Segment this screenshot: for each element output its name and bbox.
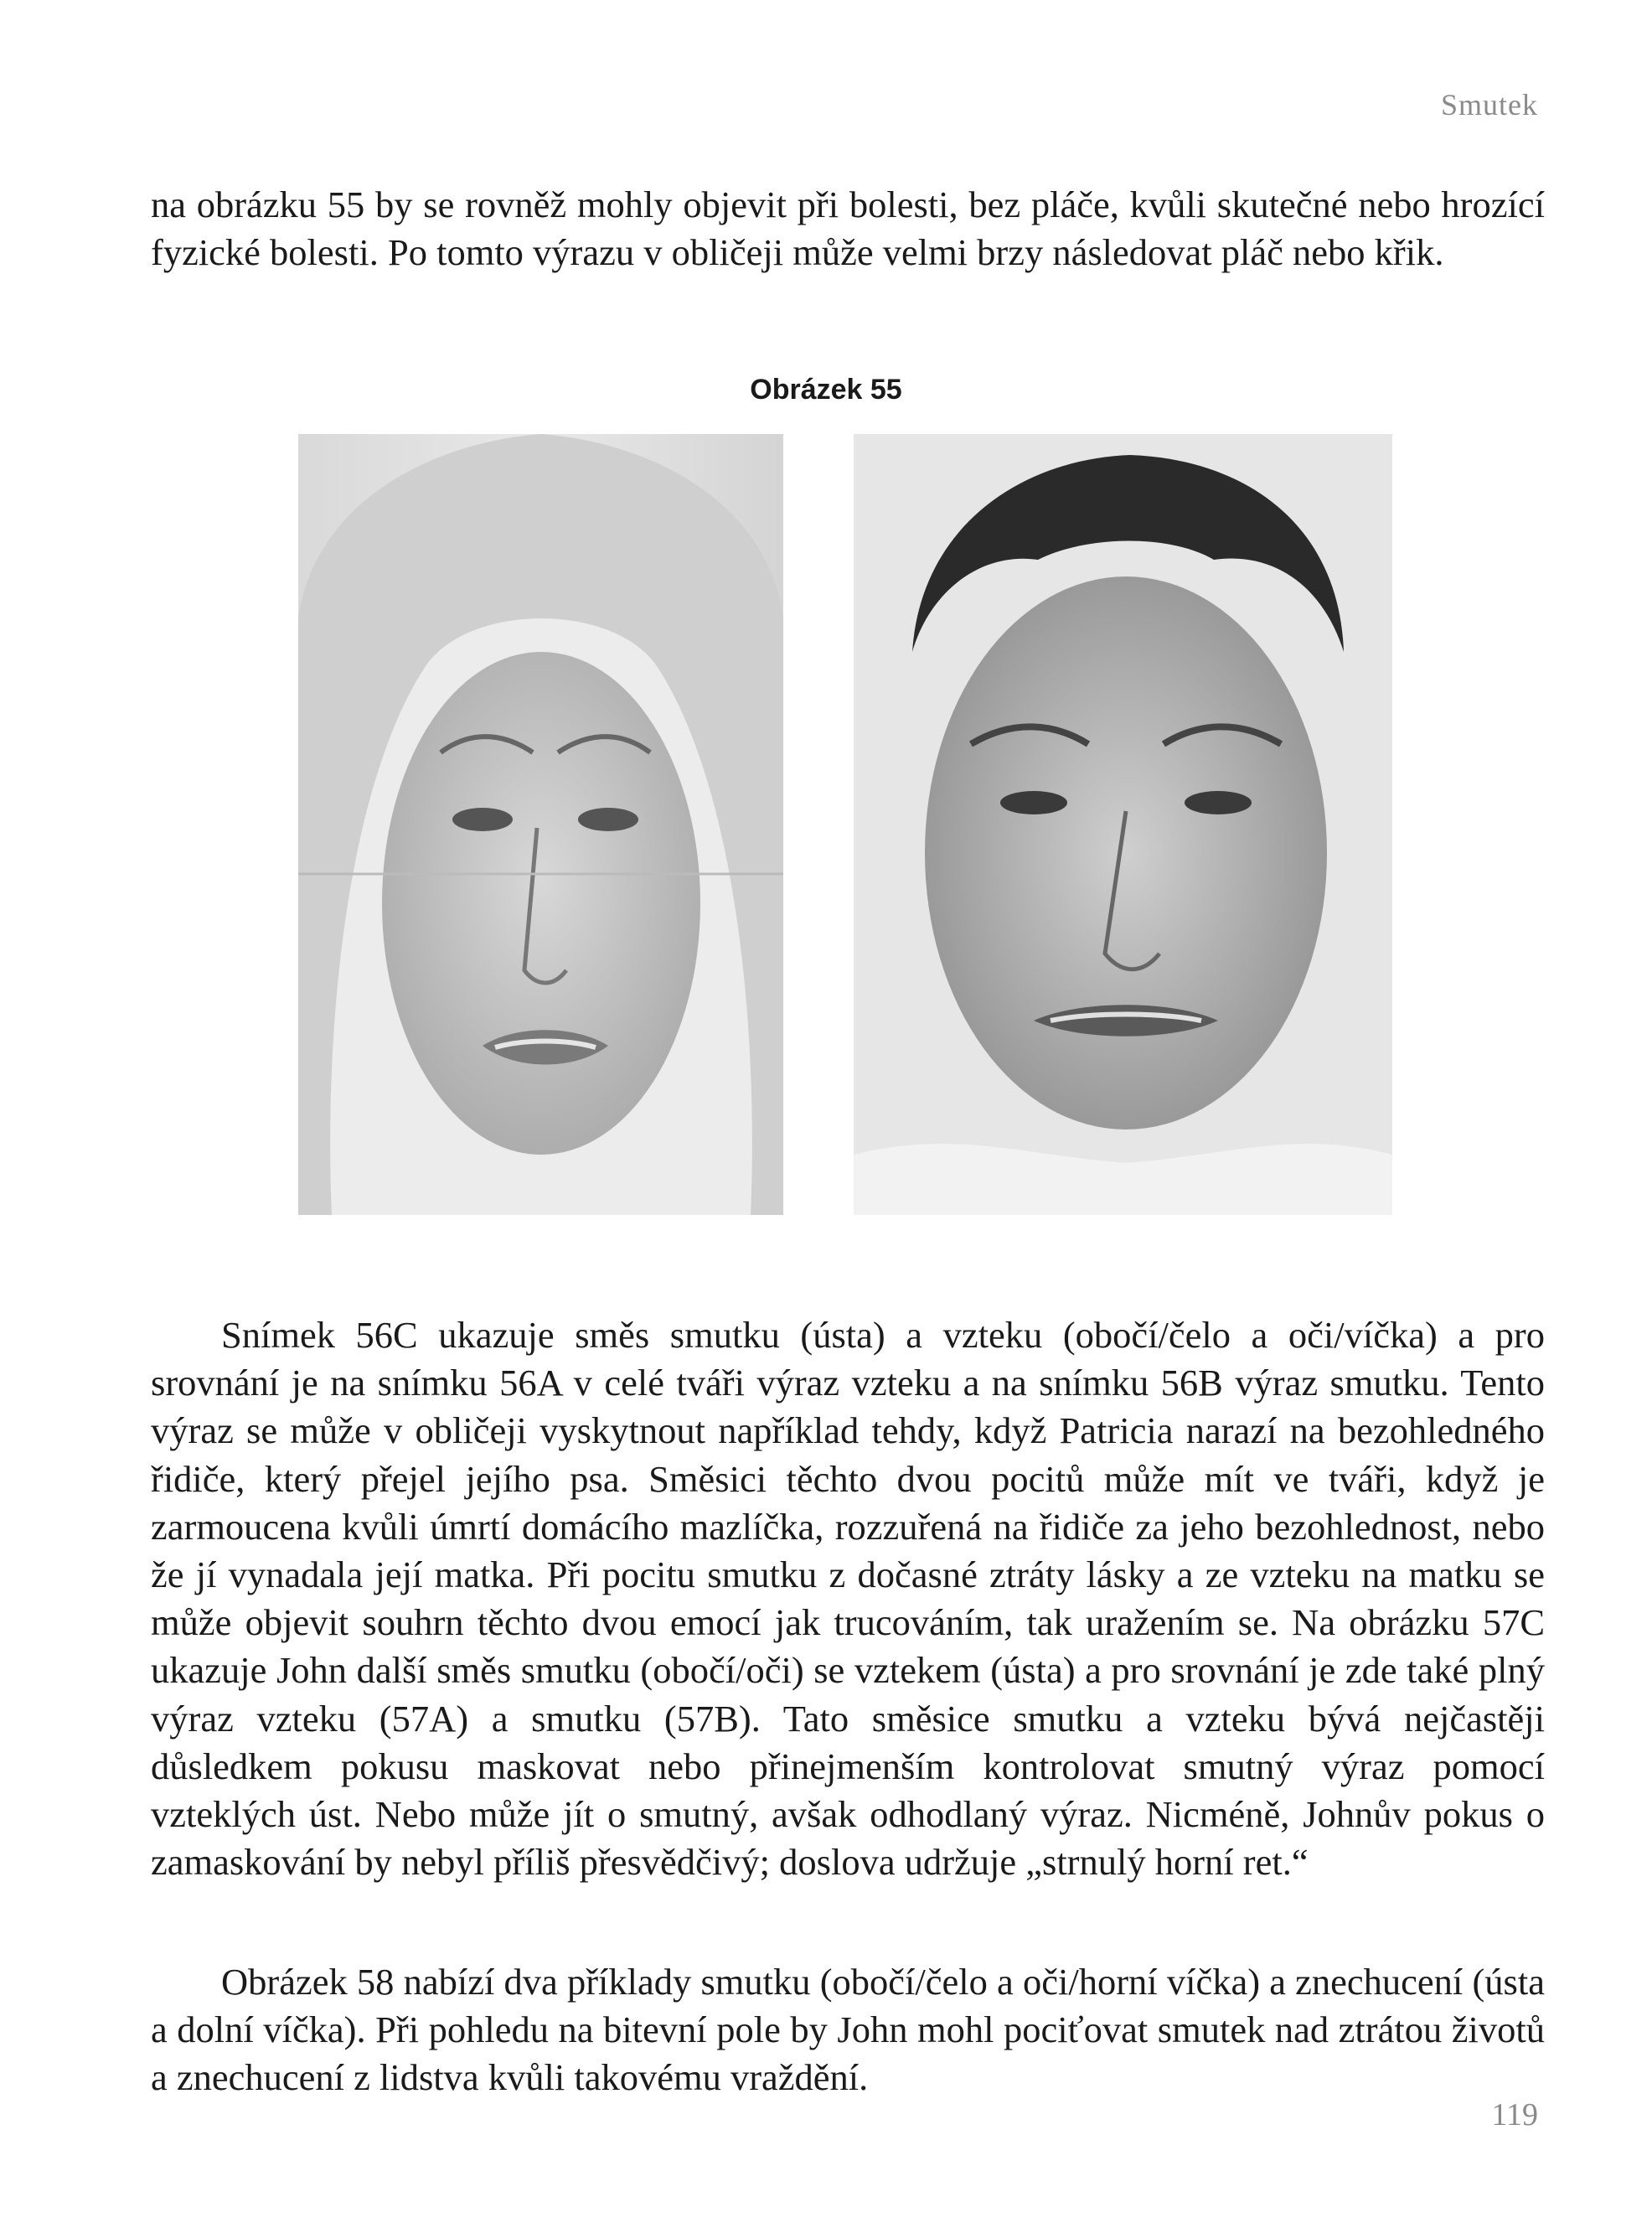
body-paragraph-3: Obrázek 58 nabízí dva příklady smutku (obočí/čelo a oči/horní víčka) a znechucení (ústa a dolní víčka). Při pohledu na bitevní pole by John mohl pociťovat smutek nad ztrátou životů a znechucení z lidstva kvůli takovému vraždění.	[151, 1961, 1545, 2099]
photo-man-face	[854, 434, 1392, 1215]
body-paragraph-1: na obrázku 55 by se rovněž mohly objevit při bolesti, bez pláče, kvůli skutečné nebo hrozící fyzické bolesti. Po tomto výrazu v obličeji může velmi brzy následovat pláč nebo křik.	[151, 184, 1545, 274]
running-head: Smutek	[1440, 88, 1538, 121]
page-number: 119	[1491, 2097, 1538, 2133]
body-paragraph-2: Snímek 56C ukazuje směs smutku (ústa) a vzteku (obočí/čelo a oči/víčka) a pro srovnání je na snímku 56A v celé tváři výraz vzteku a na snímku 56B výraz smutku. Tento výraz se může v obličeji vyskytnout například tehdy, když Patricia narazí na bezohledného řidiče, který přejel jejího psa. Směsici těchto dvou pocitů může mít ve tváři, když je zarmoucena kvůli úmrtí domácího mazlíčka, rozzuřená na řidiče za jeho bezohlednost, nebo že jí vynadala její matka. Při pocitu smutku z dočasné ztráty lásky a ze vzteku na matku se může objevit souhrn těchto dvou emocí jak trucováním, tak uražením se. Na obrázku 57C ukazuje John další směs smutku (obočí/oči) se vztekem (ústa) a pro srovnání je zde také plný výraz vzteku (57A) a smutku (57B). Tato směsice smutku a vzteku bývá nejčastěji důsledkem pokusu maskovat nebo přinejmenším kontrolovat smutný výraz pomocí vzteklých úst. Nebo může jít o smutný, avšak odhodlaný výraz. Nicméně, Johnův pokus o zamaskování by nebyl příliš přesvědčivý; doslova udržuje „strnulý horní ret.“	[151, 1314, 1545, 1884]
photo-woman-face	[298, 434, 783, 1215]
figure-caption: Obrázek 55	[750, 374, 902, 406]
